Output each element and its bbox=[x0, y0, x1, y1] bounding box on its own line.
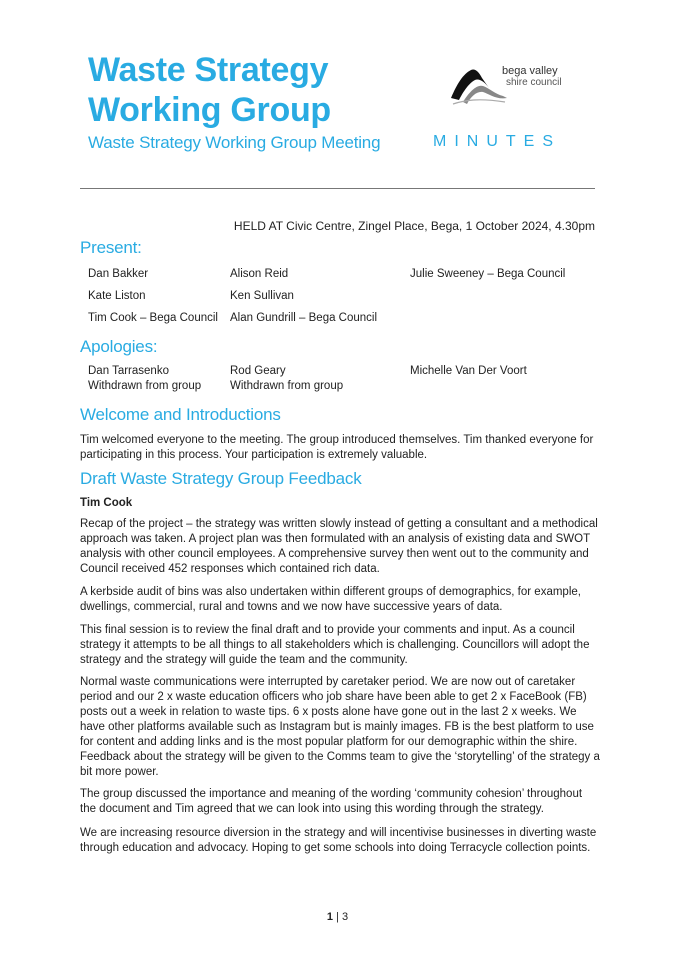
present-heading: Present: bbox=[80, 238, 142, 257]
present-name: Alison Reid bbox=[230, 268, 289, 280]
header-divider bbox=[80, 188, 595, 189]
apology-note: Withdrawn from group bbox=[230, 380, 344, 392]
welcome-heading: Welcome and Introductions bbox=[80, 405, 281, 424]
feedback-paragraph: A kerbside audit of bins was also undertaken within different groups of demographics, for example, dwellings, commercial, rural and towns and we now have successive years of data. bbox=[80, 586, 581, 613]
apology-name: Rod Geary bbox=[230, 365, 286, 377]
present-name: Dan Bakker bbox=[88, 268, 149, 280]
apologies-heading: Apologies: bbox=[80, 337, 158, 356]
present-name: Alan Gundrill – Bega Council bbox=[230, 312, 378, 324]
feedback-paragraph: We are increasing resource diversion in the strategy and will incentivise businesses in diverting waste through education and advocacy. Hoping to get some schools into doing Terracycle collection points. bbox=[80, 827, 597, 854]
logo-text-line-1: bega valley bbox=[502, 65, 558, 77]
council-logo bbox=[449, 62, 599, 112]
meeting-details: HELD AT Civic Centre, Zingel Place, Bega, 1 October 2024, 4.30pm bbox=[233, 219, 595, 233]
present-name: Julie Sweeney – Bega Council bbox=[410, 268, 566, 280]
speaker-name: Tim Cook bbox=[80, 497, 133, 509]
present-name: Ken Sullivan bbox=[230, 290, 294, 302]
apology-name: Michelle Van Der Voort bbox=[410, 365, 527, 377]
feedback-heading: Draft Waste Strategy Group Feedback bbox=[80, 469, 362, 488]
apology-note: Withdrawn from group bbox=[88, 380, 202, 392]
present-name: Kate Liston bbox=[88, 290, 146, 302]
page-footer bbox=[0, 911, 675, 923]
meeting-subtitle: Waste Strategy Working Group Meeting bbox=[88, 133, 381, 152]
mountains-logo-icon bbox=[449, 62, 509, 108]
logo-text-line-2: shire council bbox=[506, 77, 562, 88]
present-name: Tim Cook – Bega Council bbox=[88, 312, 218, 324]
title-line-1: Waste Strategy bbox=[88, 51, 329, 89]
feedback-paragraph: Normal waste communications were interrupted by caretaker period. We are now out of caretaker period and our 2 x waste education officers who job share have been able to get 2 x FaceBook (FB) posts out a week in relation to waste tips. 6 x posts alone have gone out in the last 2 x weeks. We have other platforms available such as Instagram but is mainly images. FB is the best platform to use for content and adding links and is the most popular platform for our demographic within the shire. Feedback about the strategy will be given to the Comms team to give the ‘storytelling’ of the strategy a bit more power. bbox=[80, 676, 600, 778]
page-total: 3 bbox=[341, 911, 349, 923]
minutes-label: MINUTES bbox=[433, 133, 561, 150]
feedback-paragraph: Recap of the project – the strategy was written slowly instead of getting a consultant and a methodical approach was taken. A project plan was then formulated with an analysis of existing data and SWOT analysis with other council employees. A comprehensive survey then went out to the community and Council received 452 responses which contained rich data. bbox=[80, 518, 598, 575]
feedback-paragraph: This final session is to review the final draft and to provide your comments and input. As a council strategy it attempts to be all things to all stakeholders which is challenging. Councillors will adopt the strategy and the strategy will guide the team and the community. bbox=[80, 624, 590, 666]
page-title bbox=[88, 50, 331, 130]
title-line-2: Working Group bbox=[88, 91, 331, 129]
feedback-paragraph: The group discussed the importance and meaning of the wording ‘community cohesion’ throughout the document and Tim agreed that we can look into using this wording through the strategy. bbox=[80, 788, 583, 815]
apology-name: Dan Tarrasenko bbox=[88, 365, 169, 377]
page-separator: | bbox=[333, 911, 342, 923]
page-number: 1 bbox=[326, 911, 333, 923]
welcome-text: Tim welcomed everyone to the meeting. The group introduced themselves. Tim thanked everyone for participating in this process. Your participation is extremely valuable. bbox=[80, 434, 594, 461]
